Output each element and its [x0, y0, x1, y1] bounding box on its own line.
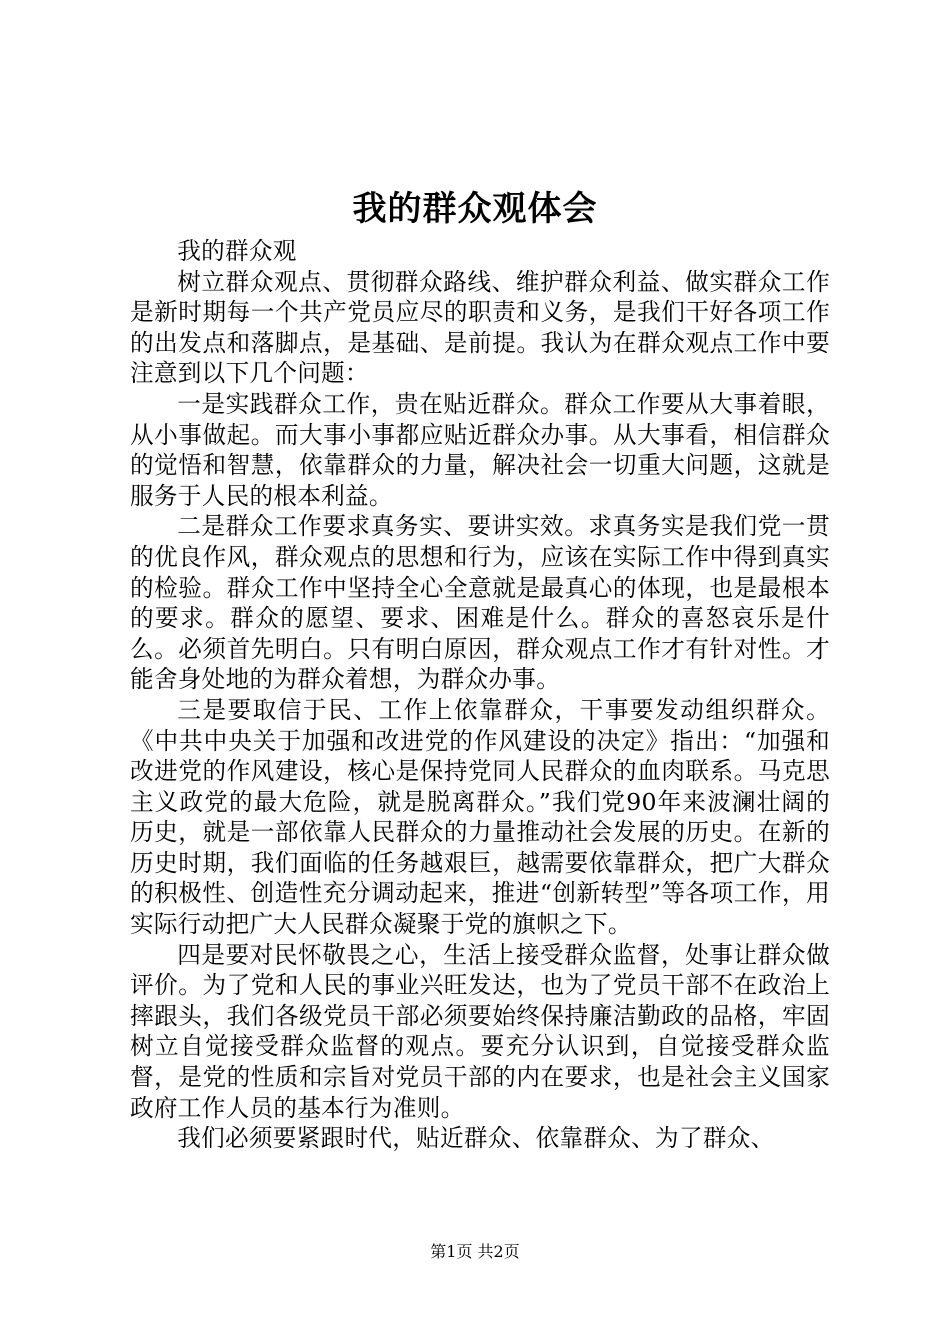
page-footer: 第1页 共2页 — [430, 1242, 520, 1261]
paragraph-point-three: 三是要取信于民、工作上依靠群众，干事要发动组织群众。《中共中央关于加强和改进党的作风建设的决定》指出：“加强和改进党的作风建设，核心是保持党同人民群众的血肉联系。马克思主义政党的最大危险，就是脱离群众。”我们党90年来波澜壮阔的历史，就是一部依靠人民群众的力量推动社会发展的历史。在新的历史时期，我们面临的任务越艰巨，越需要依靠群众，把广大群众的积极性、创造性充分调动起来，推进“创新转型”等各项工作，用实际行动把广大人民群众凝聚于党的旗帜之下。 — [130, 695, 830, 939]
paragraph-subtitle: 我的群众观 — [177, 237, 297, 265]
paragraph-point-two: 二是群众工作要求真务实、要讲实效。求真务实是我们党一贯的优良作风，群众观点的思想和行为，应该在实际工作中得到真实的检验。群众工作中坚持全心全意就是最真心的体现，也是最根本的要求。群众的愿望、要求、困难是什么。群众的喜怒哀乐是什么。必须首先明白。只有明白原因，群众观点工作才有针对性。才能舍身处地的为群众着想，为群众办事。 — [130, 512, 830, 694]
paragraph-point-four: 四是要对民怀敬畏之心，生活上接受群众监督，处事让群众做评价。为了党和人民的事业兴旺发达，也为了党员干部不在政治上摔跟头，我们各级党员干部必须要始终保持廉洁勤政的品格，牢固树立自觉接受群众监督的观点。要充分认识到，自觉接受群众监督，是党的性质和宗旨对党员干部的内在要求，也是社会主义国家政府工作人员的基本行为准则。 — [130, 940, 830, 1122]
paragraph-point-one: 一是实践群众工作，贵在贴近群众。群众工作要从大事着眼，从小事做起。而大事小事都应贴近群众办事。从大事看，相信群众的觉悟和智慧，依靠群众的力量，解决社会一切重大问题，这就是服务于人民的根本利益。 — [130, 389, 830, 510]
paragraph-conclusion: 我们必须要紧跟时代，贴近群众、依靠群众、为了群众、 — [177, 1124, 775, 1153]
document-title: 我的群众观体会 — [352, 189, 598, 229]
document-body — [130, 236, 830, 1154]
paragraph-intro: 树立群众观点、贯彻群众路线、维护群众利益、做实群众工作是新时期每一个共产党员应尽的职责和义务，是我们干好各项工作的出发点和落脚点，是基础、是前提。我认为在群众观点工作中要注意到以下几个问题： — [130, 267, 830, 388]
